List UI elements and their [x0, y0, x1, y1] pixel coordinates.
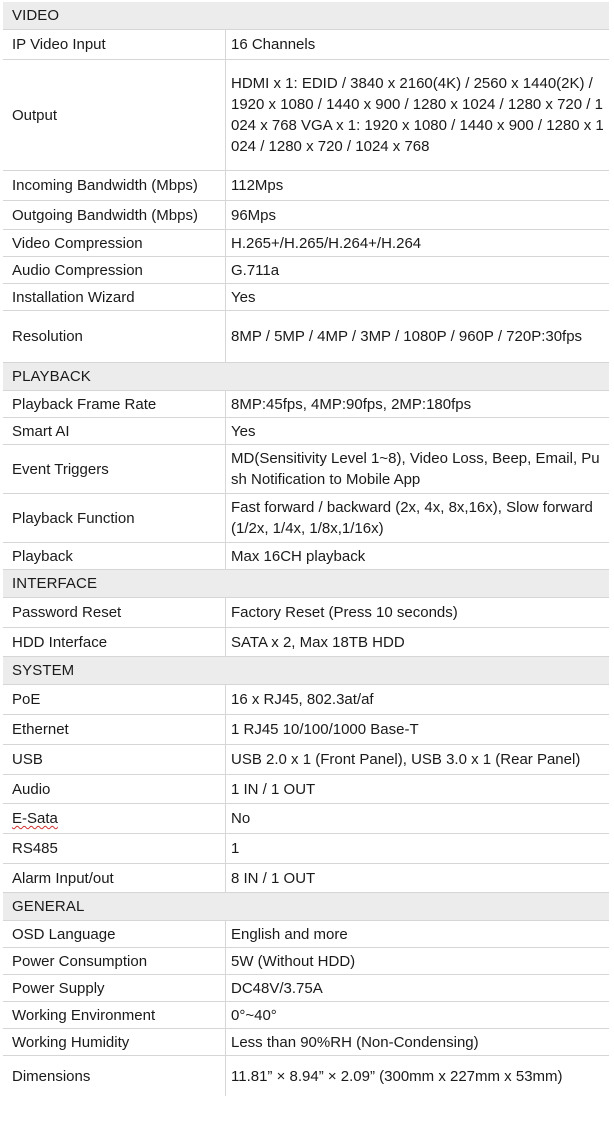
spec-label: HDD Interface [3, 628, 226, 656]
spec-label: Smart AI [3, 418, 226, 444]
spec-label: Ethernet [3, 715, 226, 744]
section-title: PLAYBACK [12, 368, 91, 385]
spec-value [226, 284, 609, 310]
spec-value-text: 8 IN / 1 OUT [231, 869, 316, 887]
spec-value-text: Yes [231, 288, 256, 306]
spec-value [226, 418, 609, 444]
spec-row [3, 284, 609, 311]
section-title: GENERAL [12, 898, 85, 915]
spec-row [3, 715, 609, 745]
spec-value [226, 1029, 609, 1055]
spec-table [3, 2, 609, 1096]
spec-label: Outgoing Bandwidth (Mbps) [3, 201, 226, 229]
spec-row [3, 543, 609, 570]
spec-row [3, 921, 609, 948]
spec-value-text: Yes [231, 422, 256, 440]
spec-value-text: SATA x 2, Max 18TB HDD [231, 633, 405, 651]
spec-value [226, 921, 609, 947]
section-header-interface [3, 570, 609, 598]
spec-value-text: H.265+/H.265/H.264+/H.264 [231, 234, 422, 252]
spec-value-text: 16 x RJ45, 802.3at/af [231, 691, 374, 708]
spec-label: IP Video Input [3, 30, 226, 59]
spec-value [226, 391, 609, 417]
spec-value-text: English and more [231, 925, 348, 943]
spec-label: Installation Wizard [3, 284, 226, 310]
section-header-playback [3, 363, 609, 391]
spec-value-text: 0°~40° [231, 1006, 277, 1024]
spec-label: Dimensions [3, 1056, 226, 1096]
spec-row [3, 775, 609, 804]
spec-value-text: Fast forward / backward (2x, 4x, 8x,16x), Slow forward (1/2x, 1/4x, 1/8x,1/16x) [231, 499, 593, 537]
section-header-general [3, 893, 609, 921]
spec-value-text: 96Mps [231, 206, 277, 224]
spec-label: Output [3, 60, 226, 170]
spec-value [226, 864, 609, 892]
spec-value [226, 775, 609, 803]
spec-label: RS485 [3, 834, 226, 863]
spec-row [3, 230, 609, 257]
section-header-video [3, 2, 609, 30]
spec-row [3, 1002, 609, 1029]
spec-value-text: Factory Reset (Press 10 seconds) [231, 604, 458, 621]
spec-value-text: 5W (Without HDD) [231, 952, 356, 970]
spec-row [3, 60, 609, 171]
spec-value-text: 8MP:45fps, 4MP:90fps, 2MP:180fps [231, 395, 472, 413]
spec-value [226, 311, 609, 362]
spec-row [3, 311, 609, 363]
spec-value [226, 948, 609, 974]
spec-value [226, 1002, 609, 1028]
spec-value [226, 598, 609, 627]
spec-label: Resolution [3, 311, 226, 362]
spec-label: Playback Frame Rate [3, 391, 226, 417]
spec-label: Working Environment [3, 1002, 226, 1028]
spec-label: Power Supply [3, 975, 226, 1001]
spec-row [3, 598, 609, 628]
spec-row [3, 1029, 609, 1056]
spec-value [226, 543, 609, 569]
spec-value-text: 1 [231, 840, 240, 857]
spec-value-text: 1 IN / 1 OUT [231, 780, 316, 798]
spec-value [226, 1056, 609, 1096]
spec-value-text: Less than 90%RH (Non-Condensing) [231, 1033, 479, 1051]
spec-value [226, 60, 609, 170]
spec-label-text: E-Sata [12, 810, 58, 827]
spec-label: OSD Language [3, 921, 226, 947]
spec-value-text: USB 2.0 x 1 (Front Panel), USB 3.0 x 1 (Rear Panel) [231, 751, 581, 768]
spec-row [3, 745, 609, 775]
spec-value [226, 804, 609, 833]
spec-label: Video Compression [3, 230, 226, 256]
spec-value [226, 257, 609, 283]
spec-row [3, 804, 609, 834]
spec-label: Playback Function [3, 494, 226, 542]
spec-value-text: MD(Sensitivity Level 1~8), Video Loss, Beep, Email, Push Notification to Mobile App [231, 450, 600, 488]
spec-value-text: 1 RJ45 10/100/1000 Base-T [231, 721, 419, 738]
spec-row [3, 171, 609, 201]
spec-value-text: DC48V/3.75A [231, 979, 323, 997]
spec-row [3, 201, 609, 230]
spec-value-text: Max 16CH playback [231, 547, 366, 565]
spec-label: Password Reset [3, 598, 226, 627]
spec-value [226, 975, 609, 1001]
spec-label: Audio Compression [3, 257, 226, 283]
spec-label: Event Triggers [3, 445, 226, 493]
section-header-system [3, 657, 609, 685]
spec-row [3, 975, 609, 1002]
spec-value [226, 834, 609, 863]
spec-label: Playback [3, 543, 226, 569]
spec-value [226, 171, 609, 200]
spec-value [226, 230, 609, 256]
spec-value [226, 445, 609, 493]
spec-row [3, 445, 609, 494]
section-title: VIDEO [12, 7, 60, 24]
spec-row [3, 685, 609, 715]
spec-row [3, 1056, 609, 1096]
spec-value [226, 30, 609, 59]
spec-value [226, 715, 609, 744]
spec-value-text: HDMI x 1: EDID / 3840 x 2160(4K) / 2560 x 1440(2K) / 1920 x 1080 / 1440 x 900 / 1280 x 1024 / 1280 x 720 / 1024 x 768 VGA x 1: 1920 x 1080 / 1440 x 900 / 1280 x 1024 / 1280 x 720 / 1024 x 768 [231, 75, 604, 155]
spec-value [226, 494, 609, 542]
spec-value-text: No [231, 810, 251, 827]
spec-label: Alarm Input/out [3, 864, 226, 892]
spec-value-text: 11.81” × 8.94” × 2.09” (300mm x 227mm x 53mm) [231, 1067, 563, 1085]
spec-value [226, 685, 609, 714]
section-title: SYSTEM [12, 662, 75, 679]
spec-label: Working Humidity [3, 1029, 226, 1055]
section-title: INTERFACE [12, 575, 98, 592]
spec-row [3, 30, 609, 60]
spec-value-text: 8MP / 5MP / 4MP / 3MP / 1080P / 960P / 720P:30fps [231, 328, 583, 345]
spec-label: Audio [3, 775, 226, 803]
spec-value-text: G.711a [231, 261, 280, 279]
spec-value-text: 112Mps [231, 177, 284, 194]
spec-row [3, 864, 609, 893]
spec-value [226, 745, 609, 774]
spec-row [3, 391, 609, 418]
spec-label: PoE [3, 685, 226, 714]
spec-label: Power Consumption [3, 948, 226, 974]
spec-row [3, 494, 609, 543]
spec-row [3, 418, 609, 445]
spec-row [3, 834, 609, 864]
spec-value [226, 201, 609, 229]
spec-row [3, 948, 609, 975]
spec-row [3, 628, 609, 657]
spec-row [3, 257, 609, 284]
spec-value [226, 628, 609, 656]
spec-label [3, 804, 226, 833]
spec-label: Incoming Bandwidth (Mbps) [3, 171, 226, 200]
spec-value-text: 16 Channels [231, 36, 316, 53]
spec-label: USB [3, 745, 226, 774]
